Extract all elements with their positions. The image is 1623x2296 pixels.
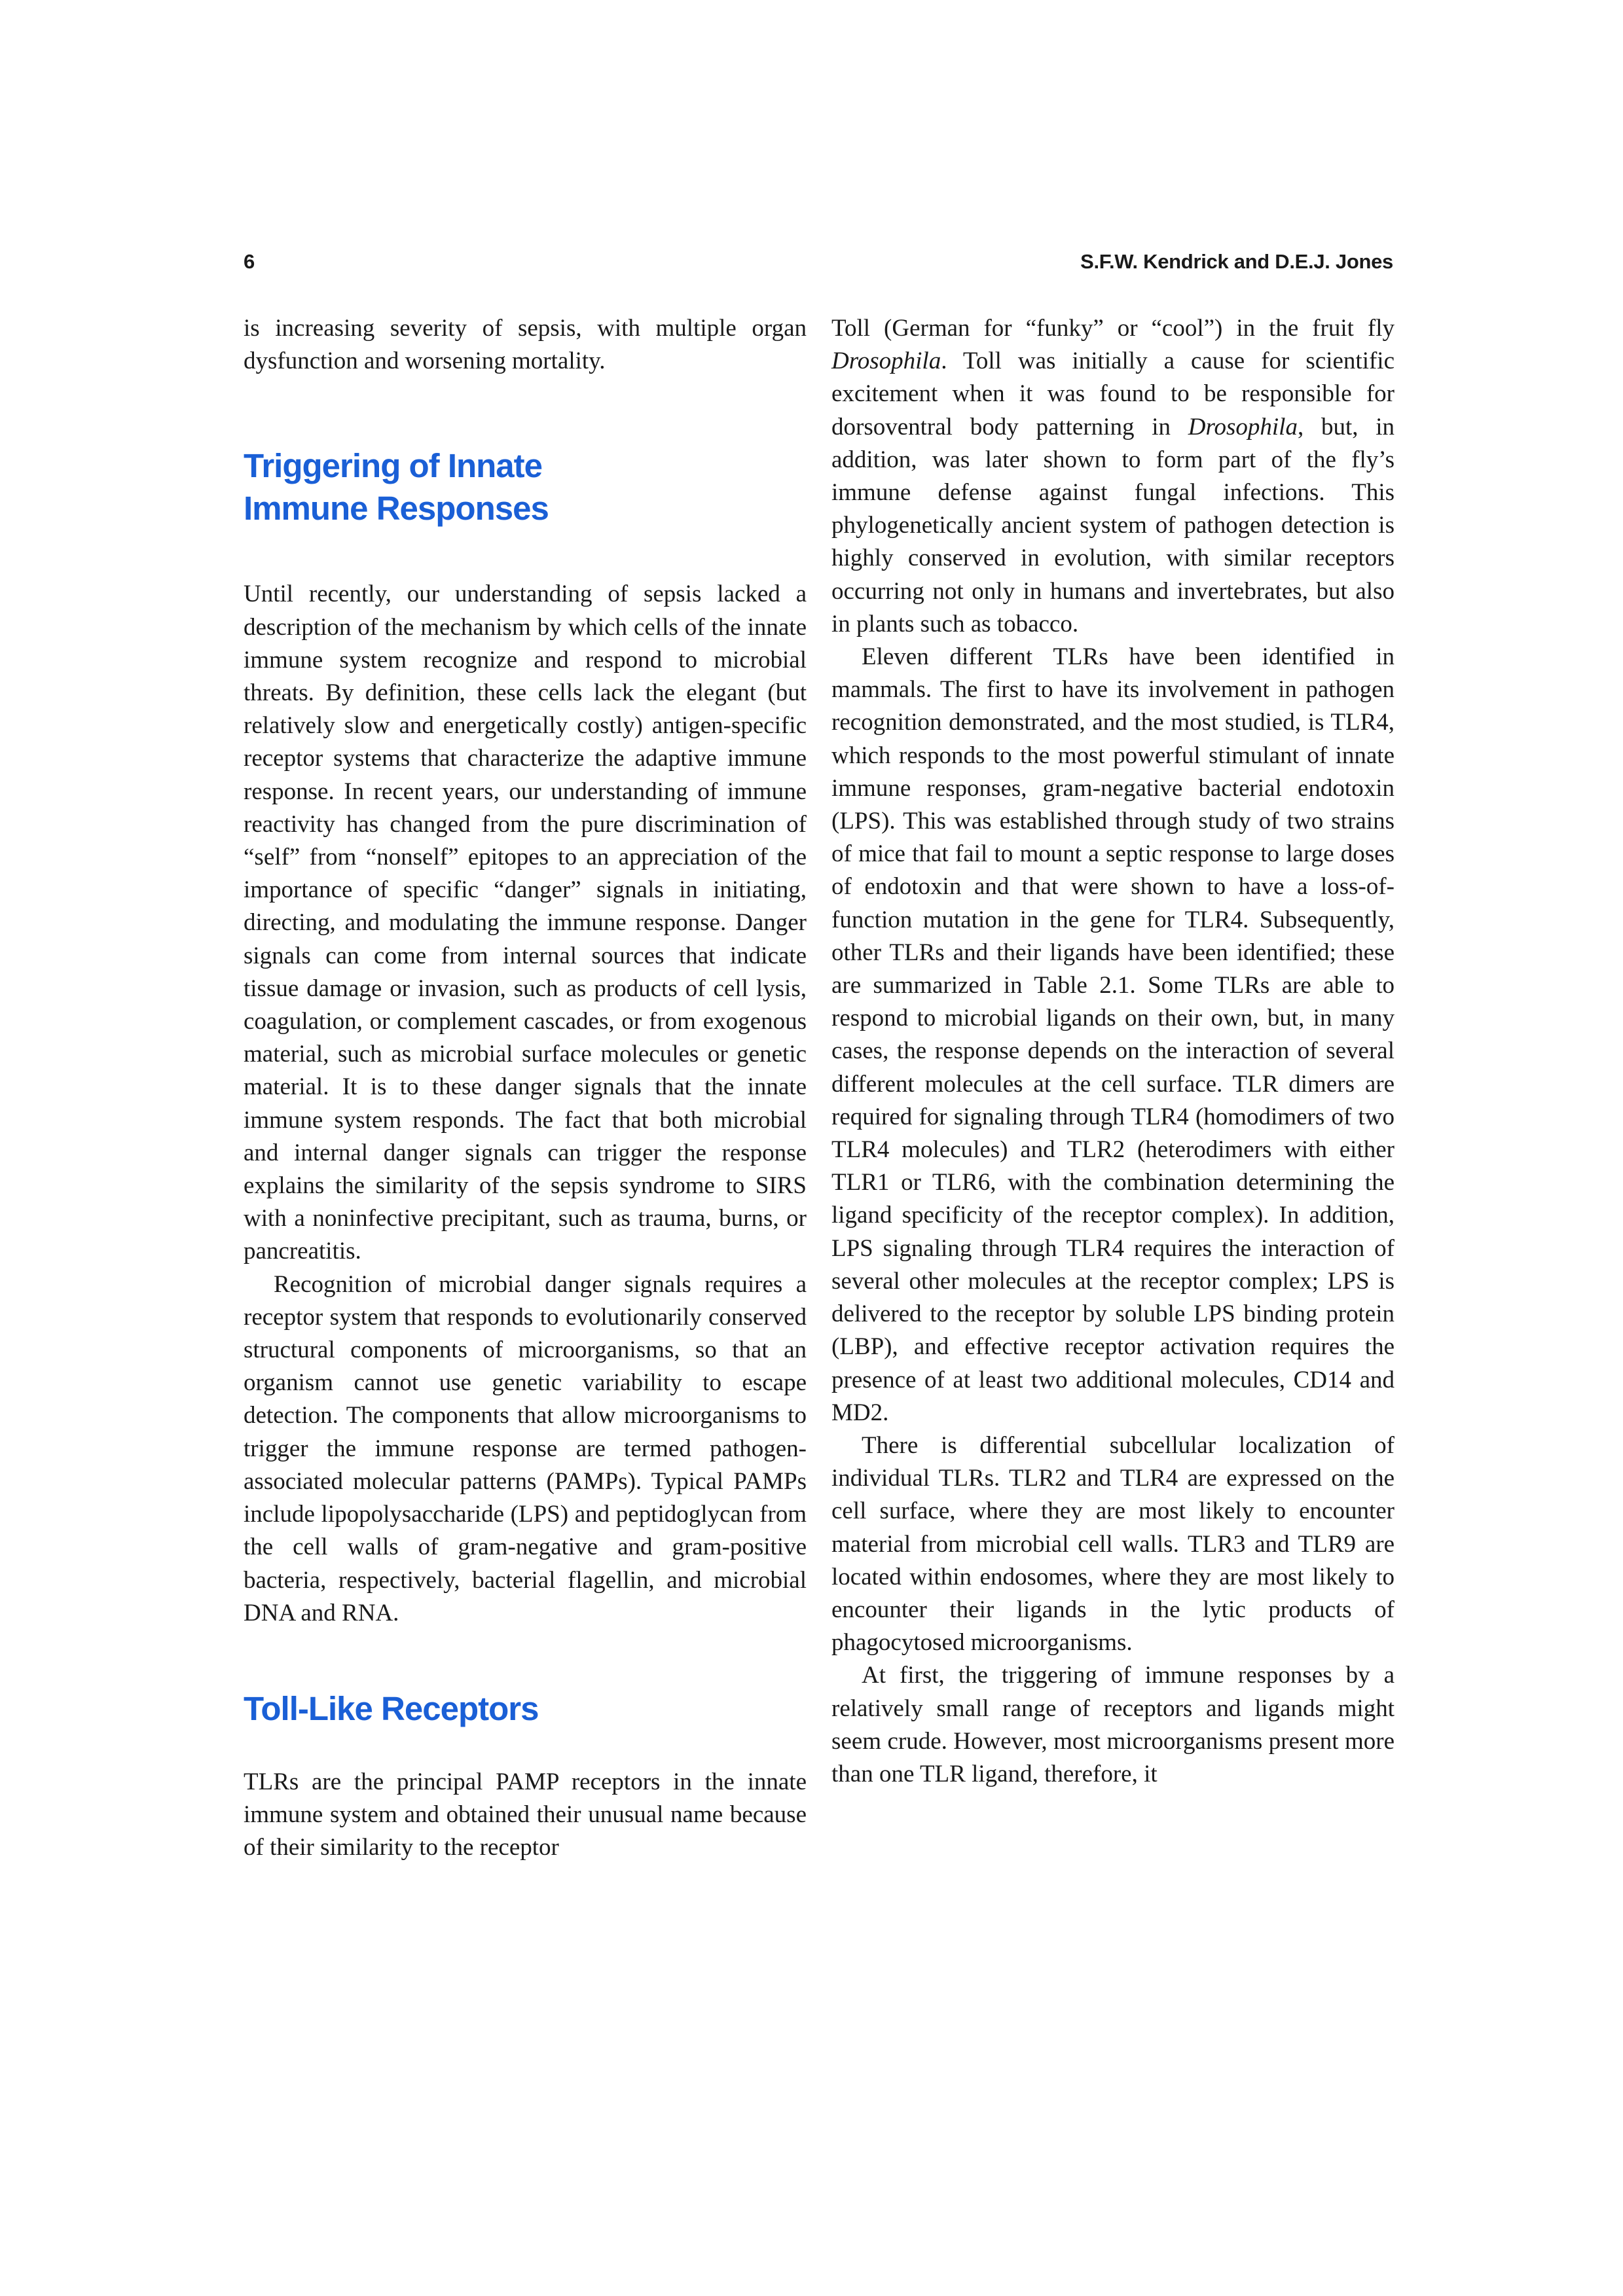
body-paragraph: Eleven different TLRs have been identified in mammals. The first to have its involvement in pathogen recognition demonstrated, and the most studied, is TLR4, which responds to the most powerful stimulant of innate immune responses, gram-negative bacterial endotoxin (LPS). This was established through study of two strains of mice that fail to mount a septic response to large doses of endotoxin and that were shown to have a loss-of-function mutation in the gene for TLR4. Subsequently, other TLRs and their ligands have been identified; these are summarized in Table 2.1. Some TLRs are able to respond to microbial ligands on their own, but, in many cases, the response depends on the interaction of several different molecules at the cell surface. TLR dimers are required for signaling through TLR4 (homodimers of two TLR4 molecules) and TLR2 (heterodimers with either TLR1 or TLR6, with the combination determining the ligand specificity of the receptor complex). In addition, LPS signaling through TLR4 requires the interaction of several other molecules at the receptor complex; LPS is delivered to the receptor by soluble LPS binding protein (LBP), and effective receptor activation requires the presence of at least two additional molecules, CD14 and MD2.	[831, 643, 1395, 1426]
body-paragraph: Recognition of microbial danger signals requires a receptor system that responds to evolutionarily conserved structural components of microorganisms, so that an organism cannot use genetic variability to escape detection. The components that allow microorganisms to trigger the immune response are termed pathogen-associated molecular patterns (PAMPs). Typical PAMPs include lipopolysaccharide (LPS) and peptidoglycan from the cell walls of gram-negative and gram-positive bacteria, respectively, bacterial flagellin, and microbial DNA and RNA.	[244, 1270, 807, 1626]
page-number: 6	[244, 250, 255, 273]
body-paragraph: TLRs are the principal PAMP receptors in the innate immune system and obtained their unusual name because of their similarity to the receptor	[244, 1768, 807, 1861]
body-paragraph: At first, the triggering of immune responses by a relatively small range of receptors and ligands might seem crude. However, most microorganisms present more than one TLR ligand, therefore, it	[831, 1662, 1395, 1787]
body-paragraph-continued	[831, 312, 1395, 641]
section-heading-triggering	[244, 444, 807, 529]
heading-line-1: Triggering of Innate	[244, 447, 543, 485]
body-paragraph: Until recently, our understanding of sepsis lacked a description of the mechanism by which cells of the innate immune system recognize and respond to microbial threats. By definition, these cells lack the elegant (but relatively slow and energetically costly) antigen-specific receptor systems that characterize the adaptive immune response. In recent years, our understanding of immune reactivity has changed from the pure discrimination of “self” from “nonself” epitopes to an appreciation of the importance of specific “danger” signals in initiating, directing, and modulating the immune response. Danger signals can come from internal sources that indicate tissue damage or invasion, such as products of cell lysis, coagulation, or complement cascades, or from exogenous material, such as microbial surface molecules or genetic material. It is to these danger signals that the innate immune system responds. The fact that both microbial and internal danger signals can trigger the response explains the similarity of the sepsis syndrome to SIRS with a noninfective precipitant, such as trauma, burns, or pancreatitis.	[244, 581, 807, 1265]
heading-line-2: Immune Responses	[244, 490, 549, 528]
running-head	[244, 250, 1393, 279]
italic-term: Drosophila	[1188, 413, 1298, 440]
text-run: . Toll was initially a cause for scientific excitement when it was found to be responsible for dorsoventral body patterning in	[831, 348, 1395, 440]
text-run: , but, in addition, was later shown to form part of the fly’s immune defense against fungal infections. This phylogenetically ancient system of pathogen detection is highly conserved in evolution, with similar receptors occurring not only in humans and invertebrates, but also in plants such as tobacco.	[831, 413, 1395, 637]
running-head-authors: S.F.W. Kendrick and D.E.J. Jones	[1080, 250, 1393, 273]
section-heading-toll-like-receptors: Toll-Like Receptors	[244, 1689, 539, 1727]
text-run: Toll (German for “funky” or “cool”) in the fruit fly	[831, 315, 1395, 342]
body-paragraph: There is differential subcellular localization of individual TLRs. TLR2 and TLR4 are expressed on the cell surface, where they are most likely to encounter material from microbial cell walls. TLR3 and TLR9 are located within endosomes, where they are most likely to encounter their ligands in the lytic products of phagocytosed microorganisms.	[831, 1431, 1395, 1657]
right-column	[831, 312, 1395, 1791]
italic-term: Drosophila	[831, 348, 941, 375]
intro-paragraph: is increasing severity of sepsis, with multiple organ dysfunction and worsening mortality.	[244, 315, 807, 375]
left-column	[244, 312, 807, 1865]
